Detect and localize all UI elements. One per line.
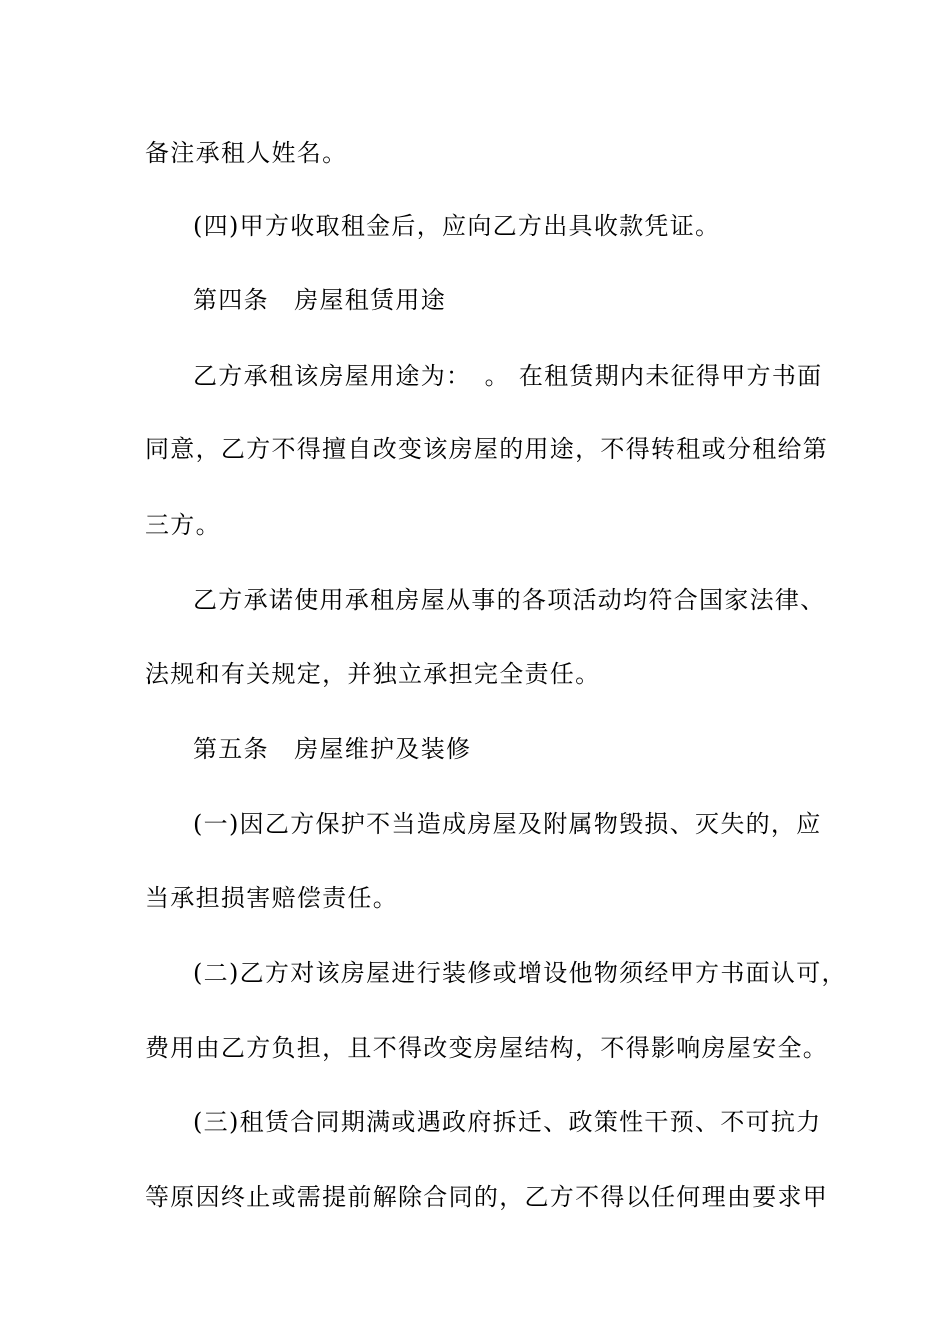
text-line: 当承担损害赔偿责任。 [145, 884, 398, 912]
text-line: (二)乙方对该房屋进行装修或增设他物须经甲方书面认可， [193, 959, 847, 987]
text-line: 备注承租人姓名。 [145, 139, 348, 167]
section-heading: 第四条 房屋租赁用途 [193, 286, 446, 314]
text-line: 乙方承诺使用承租房屋从事的各项活动均符合国家法律、 [193, 586, 826, 614]
text-line: 乙方承租该房屋用途为： 。 在租赁期内未征得甲方书面 [193, 362, 823, 390]
text-line: 三方。 [145, 511, 221, 539]
text-line: 法规和有关规定，并独立承担完全责任。 [145, 660, 601, 688]
text-line: 等原因终止或需提前解除合同的，乙方不得以任何理由要求甲 [145, 1183, 829, 1211]
text-line: (四)甲方收取租金后，应向乙方出具收款凭证。 [193, 212, 721, 240]
text-line: 费用由乙方负担，且不得改变房屋结构，不得影响房屋安全。 [145, 1034, 829, 1062]
text-line: 同意，乙方不得擅自改变该房屋的用途，不得转租或分租给第 [145, 435, 829, 463]
text-line: (一)因乙方保护不当造成房屋及附属物毁损、灭失的，应 [193, 810, 822, 838]
text-line: (三)租赁合同期满或遇政府拆迁、政策性干预、不可抗力 [193, 1108, 822, 1136]
section-heading: 第五条 房屋维护及装修 [193, 735, 472, 763]
